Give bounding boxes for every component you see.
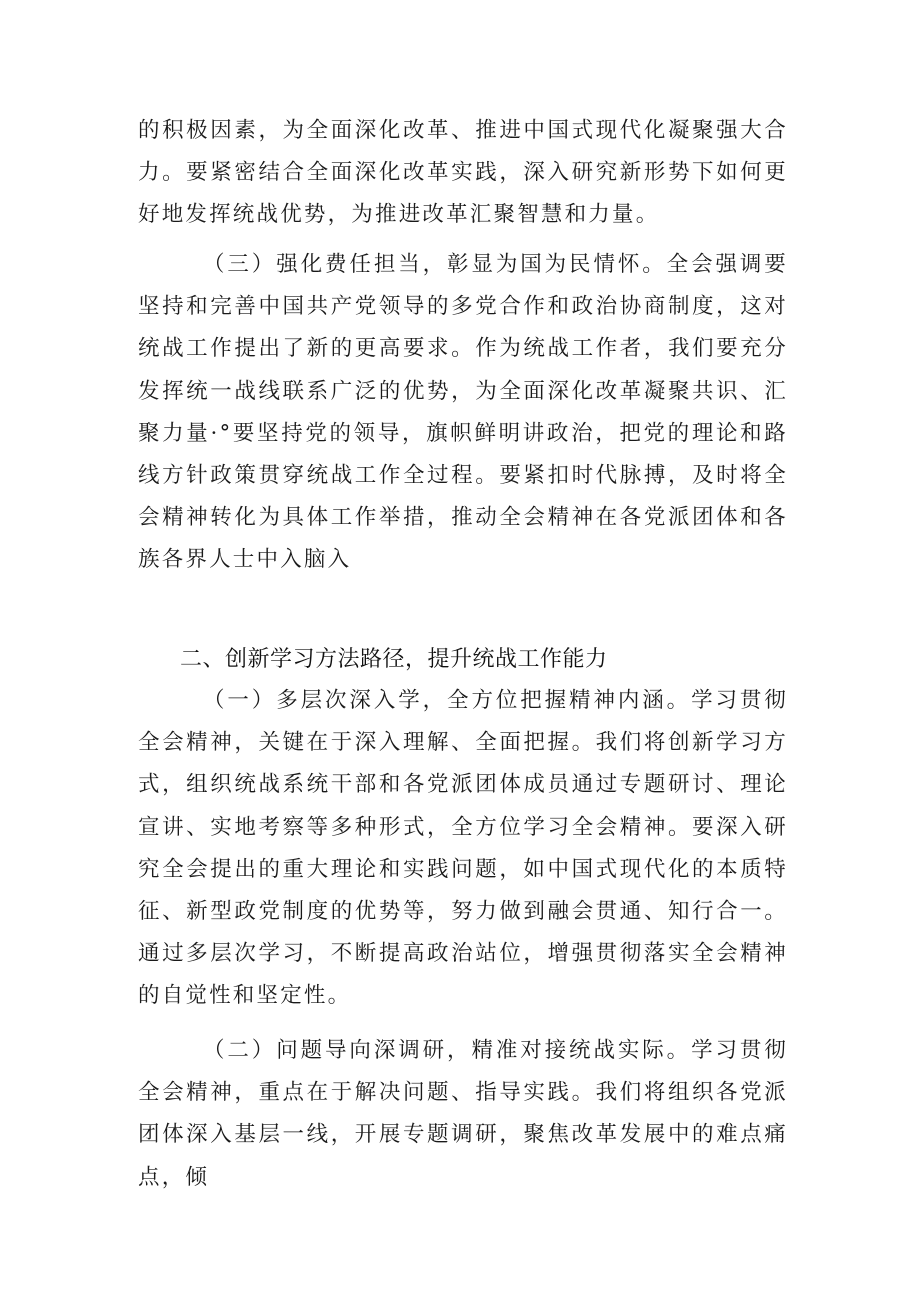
paragraph-subsection-2 [138,1030,788,1199]
paragraph-section-3 [138,244,788,582]
section-heading: 二、创新学习方法路径，提升统战工作能力 [180,647,608,672]
paragraph-text: （三）强化费任担当，彰显为国为民情怀。全会强调要坚持和完善中国共产党领导的多党合作和政治协商制度，这对统战工作提出了新的更高要求。作为统战工作者，我们要充分发挥统一战线联系广泛的优势，为全面深化改革凝聚共识、汇聚力量·°要坚持党的领导，旗帜鲜明讲政治，把党的理论和路线方针政策贯穿统战工作全过程。要紧扣时代脉搏，及时将全会精神转化为具体工作举措，推动全会精神在各党派团体和各族各界人士中入脑入 [138,252,788,573]
paragraph-text: 的积极因素，为全面深化改革、推进中国式现代化凝聚强大合力。要紧密结合全面深化改革实践，深入研究新形势下如何更好地发挥统战优势，为推进改革汇聚智慧和力量。 [138,118,788,228]
paragraph-text: （二）问题导向深调研，精准对接统战实际。学习贯彻全会精神，重点在于解决问题、指导实践。我们将组织各党派团体深入基层一线，开展专题调研，聚焦改革发展中的难点痛点，倾 [138,1038,788,1190]
paragraph-continuation [138,110,788,237]
paragraph-subsection-1 [138,680,788,1018]
paragraph-text: （一）多层次深入学，全方位把握精神内涵。学习贯彻全会精神，关键在于深入理解、全面把握。我们将创新学习方式，组织统战系统干部和各党派团体成员通过专题研讨、理论宣讲、实地考察等多种形式，全方位学习全会精神。要深入研究全会提出的重大理论和实践问题，如中国式现代化的本质特征、新型政党制度的优势等，努力做到融会贯通、知行合一。通过多层次学习，不断提高政治站位，增强贯彻落实全会精神的自觉性和坚定性。 [138,688,788,1009]
